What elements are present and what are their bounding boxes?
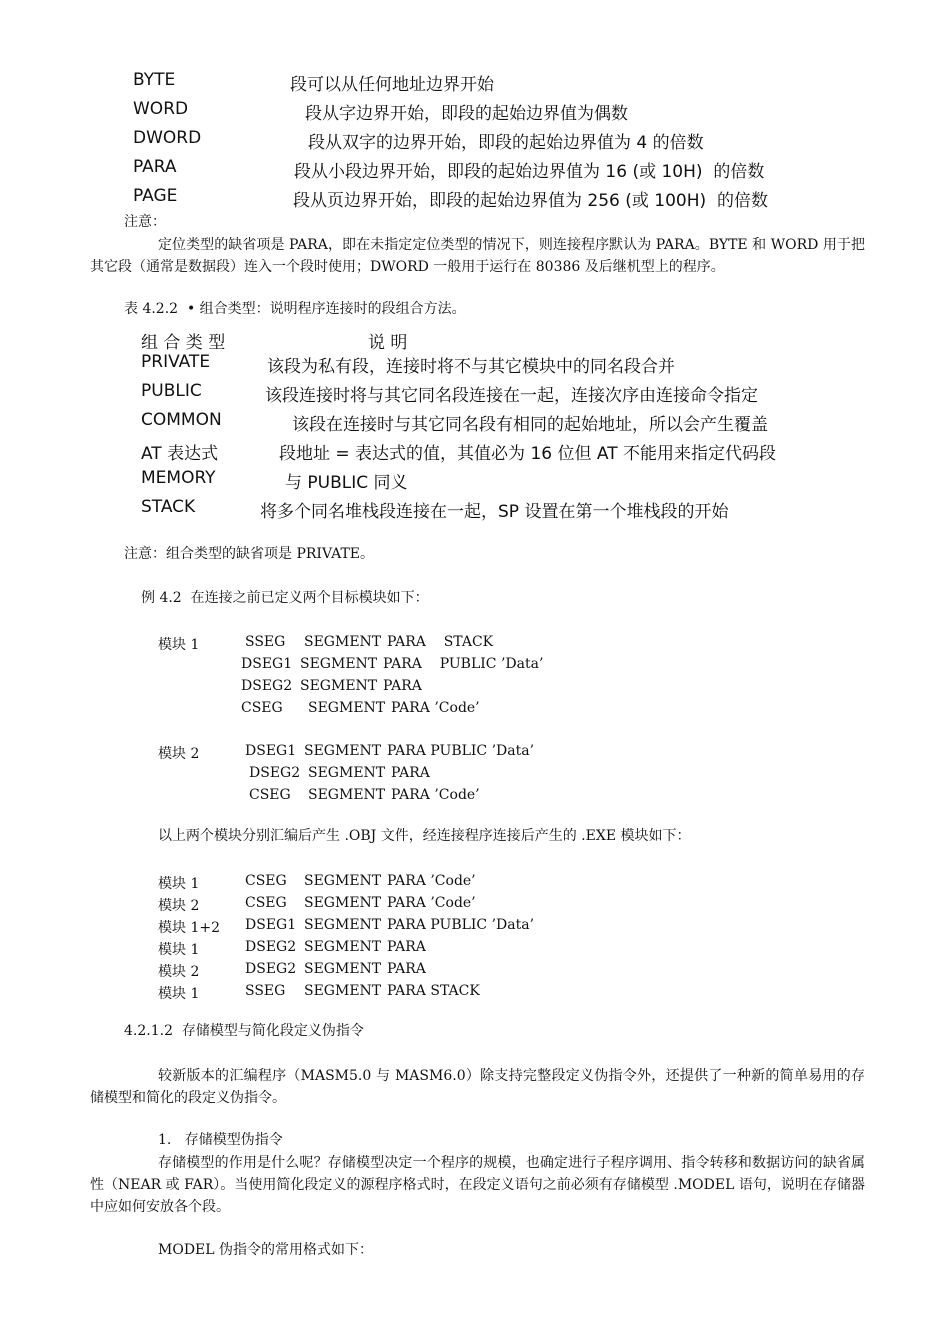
combine-row-memory [0, 468, 950, 493]
segment-name: DSEG1 [245, 743, 297, 759]
exe-segment-keyword: SEGMENT [304, 961, 382, 977]
segment-attributes: PARA STACK [387, 634, 494, 650]
table-caption: 表 4.2.2 • 组合类型：说明程序连接时的段组合方法。 [124, 301, 466, 317]
segment-name: CSEG [241, 700, 283, 716]
align-type-name: DWORD [133, 128, 202, 148]
exe-segment-name: DSEG1 [245, 917, 297, 933]
exe-segment-attributes: PARA [387, 939, 426, 955]
module1-line [0, 634, 950, 654]
exe-module: 模块 1 [158, 986, 200, 1002]
segment-name: DSEG2 [249, 765, 301, 781]
module1-line [0, 700, 950, 720]
note-paragraph: 定位类型的缺省项是 PARA，即在未指定定位类型的情况下，则连接程序默认为 PARA。BYTE 和 WORD 用于把其它段（通常是数据段）连入一个段时使用；DWORD 一般用于运行在 80386 及后继机型上的程序。 [90, 237, 865, 275]
combine-row-stack [0, 497, 950, 522]
combine-type-desc: 该段连接时将与其它同名段连接在一起，连接次序由连接命令指定 [265, 386, 758, 406]
exe-module: 模块 1 [158, 942, 200, 958]
segment-attributes: PARA ’Code’ [391, 787, 480, 803]
exe-segment-keyword: SEGMENT [304, 873, 382, 889]
segment-keyword: SEGMENT [304, 634, 382, 650]
note-combine-default: 注意：组合类型的缺省项是 PRIVATE。 [124, 546, 375, 562]
exe-segment-attributes: PARA [387, 961, 426, 977]
combine-type-name: AT 表达式 [141, 444, 219, 464]
segment-keyword: SEGMENT [308, 765, 386, 781]
exe-line [0, 961, 950, 981]
model-format-intro: MODEL 伪指令的常用格式如下： [158, 1242, 374, 1258]
exe-line [0, 895, 950, 915]
segment-attributes: PARA [391, 765, 430, 781]
exe-module: 模块 2 [158, 898, 200, 914]
align-type-desc: 段从小段边界开始，即段的起始边界值为 16 (或 10H) 的倍数 [294, 162, 765, 182]
segment-name: SSEG [245, 634, 286, 650]
segment-attributes: PARA ’Code’ [391, 700, 480, 716]
exe-segment-name: SSEG [245, 983, 286, 999]
subsection-paragraph: 存储模型的作用是什么呢？存储模型决定一个程序的规模，也确定进行子程序调用、指令转移和数据访问的缺省属性（NEAR 或 FAR）。当使用简化段定义的源程序格式时，在段定义语句之前必须有存储模型 .MODEL 语句，说明在存储器中应如何安放各个段。 [90, 1155, 865, 1215]
exe-segment-name: CSEG [245, 895, 287, 911]
exe-segment-attributes: PARA PUBLIC ’Data’ [387, 917, 535, 933]
section-heading: 4.2.1.2 存储模型与简化段定义伪指令 [124, 1023, 364, 1039]
combine-type-name: MEMORY [141, 468, 216, 488]
exe-segment-keyword: SEGMENT [304, 939, 382, 955]
exe-segment-attributes: PARA ’Code’ [387, 873, 476, 889]
align-row-byte [0, 70, 950, 95]
note-label: 注意： [124, 214, 166, 230]
align-type-name: WORD [133, 99, 189, 119]
module2-line [0, 787, 950, 807]
link-intro: 以上两个模块分别汇编后产生 .OBJ 文件，经连接程序连接后产生的 .EXE 模块如下： [158, 828, 691, 844]
segment-keyword: SEGMENT [300, 656, 378, 672]
align-type-desc: 段从双字的边界开始，即段的起始边界值为 4 的倍数 [308, 133, 704, 153]
combine-type-desc: 与 PUBLIC 同义 [285, 473, 408, 493]
segment-keyword: SEGMENT [308, 787, 386, 803]
module2-line [0, 765, 950, 785]
segment-keyword: SEGMENT [300, 678, 378, 694]
combine-type-name: PUBLIC [141, 381, 202, 401]
segment-attributes: PARA PUBLIC ’Data’ [383, 656, 544, 672]
exe-segment-keyword: SEGMENT [304, 917, 382, 933]
align-row-para [0, 157, 950, 182]
exe-segment-keyword: SEGMENT [304, 895, 382, 911]
exe-segment-attributes: PARA ’Code’ [387, 895, 476, 911]
combine-type-name: STACK [141, 497, 196, 517]
header-desc: 说 明 [368, 333, 408, 353]
combine-row-common [0, 410, 950, 435]
exe-line [0, 917, 950, 937]
module2-line [0, 743, 950, 763]
align-type-name: PAGE [133, 186, 178, 206]
align-type-desc: 段从页边界开始，即段的起始边界值为 256 (或 100H) 的倍数 [293, 191, 768, 211]
exe-segment-keyword: SEGMENT [304, 983, 382, 999]
align-row-page [0, 186, 950, 211]
module-label: 模块 1 [158, 637, 200, 653]
exe-segment-attributes: PARA STACK [387, 983, 480, 999]
exe-segment-name: DSEG2 [245, 939, 297, 955]
exe-module: 模块 1+2 [158, 920, 220, 936]
segment-name: CSEG [249, 787, 291, 803]
combine-row-public [0, 381, 950, 406]
exe-module: 模块 1 [158, 876, 200, 892]
segment-keyword: SEGMENT [304, 743, 382, 759]
segment-attributes: PARA PUBLIC ’Data’ [387, 743, 535, 759]
combine-type-name: PRIVATE [141, 352, 211, 372]
module1-line [0, 678, 950, 698]
combine-type-name: COMMON [141, 410, 222, 430]
section-paragraph: 较新版本的汇编程序（MASM5.0 与 MASM6.0）除支持完整段定义伪指令外，还提供了一种新的简单易用的存储模型和简化的段定义伪指令。 [90, 1068, 865, 1106]
exe-line [0, 983, 950, 1003]
header-type: 组 合 类 型 [141, 333, 226, 353]
combine-type-desc: 段地址 = 表达式的值，其值必为 16 位但 AT 不能用来指定代码段 [279, 444, 776, 464]
combine-row-private [0, 352, 950, 377]
align-row-dword [0, 128, 950, 153]
exe-line [0, 873, 950, 893]
align-type-name: PARA [133, 157, 177, 177]
align-type-name: BYTE [133, 70, 176, 90]
segment-name: DSEG2 [241, 678, 293, 694]
combine-table-header [0, 328, 950, 353]
segment-attributes: PARA [383, 678, 422, 694]
segment-keyword: SEGMENT [308, 700, 386, 716]
align-row-word [0, 99, 950, 124]
subsection-heading: 1. 存储模型伪指令 [158, 1132, 283, 1148]
module-label: 模块 2 [158, 746, 200, 762]
example-title: 例 4.2 在连接之前已定义两个目标模块如下： [141, 590, 429, 606]
exe-line [0, 939, 950, 959]
segment-name: DSEG1 [241, 656, 293, 672]
align-type-desc: 段从字边界开始，即段的起始边界值为偶数 [305, 104, 628, 124]
combine-type-desc: 该段在连接时与其它同名段有相同的起始地址，所以会产生覆盖 [292, 415, 768, 435]
exe-segment-name: DSEG2 [245, 961, 297, 977]
combine-row-at [0, 439, 950, 464]
combine-type-desc: 将多个同名堆栈段连接在一起，SP 设置在第一个堆栈段的开始 [260, 502, 729, 522]
exe-module: 模块 2 [158, 964, 200, 980]
align-type-desc: 段可以从任何地址边界开始 [290, 75, 494, 95]
exe-segment-name: CSEG [245, 873, 287, 889]
combine-type-desc: 该段为私有段，连接时将不与其它模块中的同名段合并 [267, 357, 675, 377]
module1-line [0, 656, 950, 676]
